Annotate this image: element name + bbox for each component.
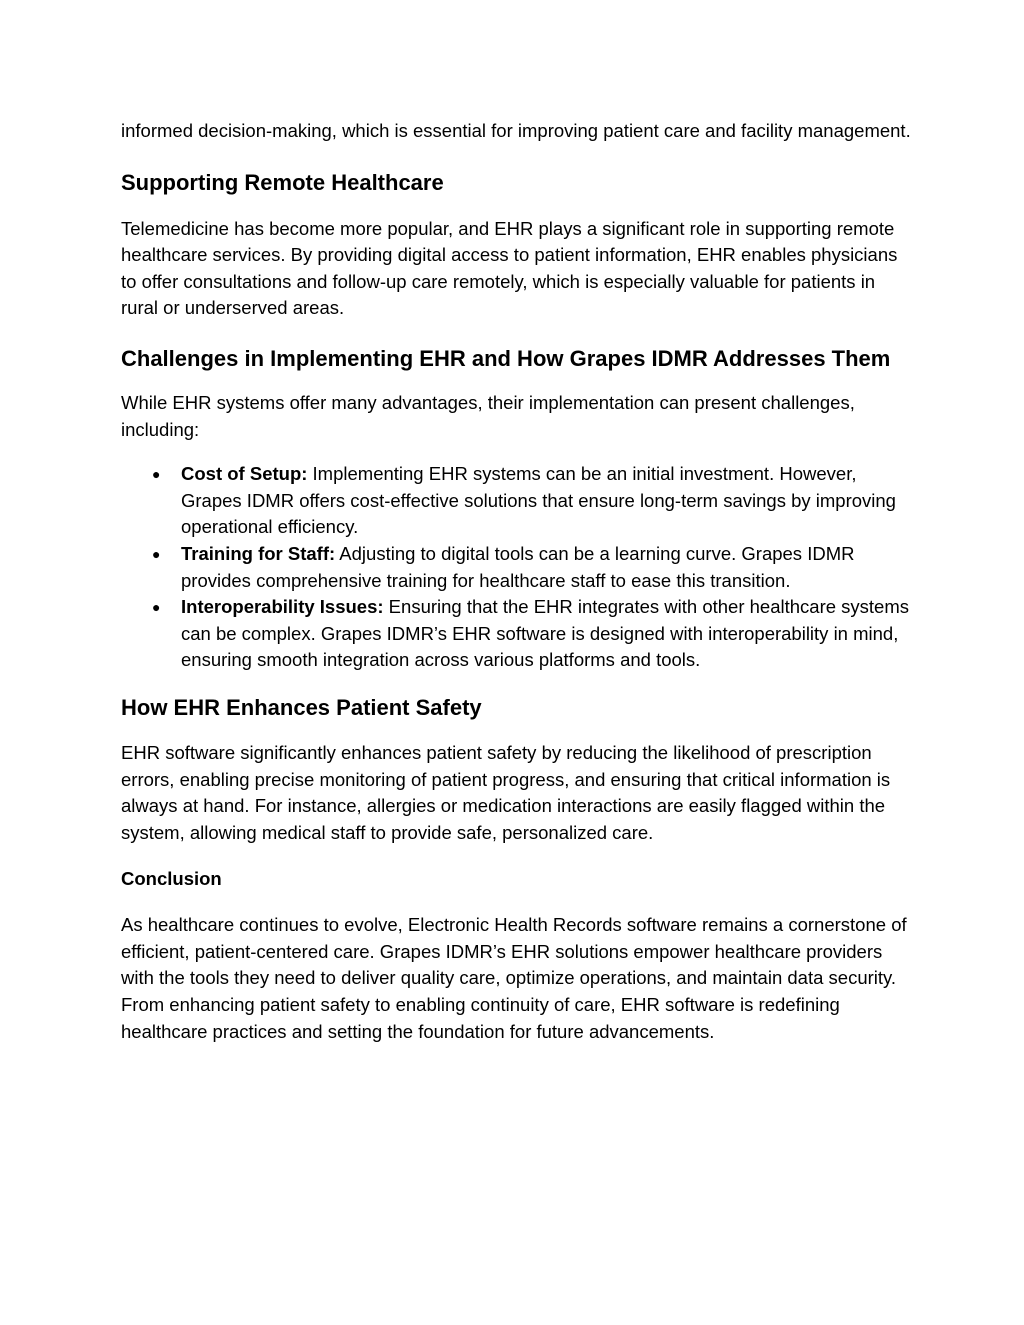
list-item [152, 594, 914, 674]
patient-safety-paragraph: EHR software significantly enhances patient safety by reducing the likelihood of prescription errors, enabling precise monitoring of patient progress, and ensuring that critical information is always at hand. For instance, allergies or medication interactions are easily flagged within the system, allowing medical staff to provide safe, personalized care. [121, 741, 891, 843]
list-item-text: Adjusting to digital tools can be a learning curve. Grapes IDMR provides comprehensive training for healthcare staff to ease this transition. [181, 542, 855, 591]
bullet-icon: ● [152, 466, 161, 483]
challenges-heading: Challenges in Implementing EHR and How Grapes IDMR Addresses Them [121, 345, 891, 371]
challenges-paragraph: While EHR systems offer many advantages, their implementation can present challenges, including: [121, 391, 855, 440]
list-item-term: Interoperability Issues: [181, 596, 384, 618]
intro-paragraph: informed decision-making, which is essential for improving patient care and facility management. [121, 120, 911, 141]
list-item [152, 541, 914, 594]
list-item-text: Ensuring that the EHR integrates with other healthcare systems can be complex. Grapes IDMR’s EHR software is designed with interoperability in mind, ensuring smooth integration across various platforms and tools. [181, 596, 909, 671]
bullet-icon: ● [152, 545, 161, 562]
remote-healthcare-paragraph: Telemedicine has become more popular, and EHR plays a significant role in supporting remote healthcare services. By providing digital access to patient information, EHR enables physicians to offer consultations and follow-up care remotely, which is especially valuable for patients in rural or underserved areas. [121, 217, 898, 319]
list-item [152, 461, 914, 541]
patient-safety-heading: How EHR Enhances Patient Safety [121, 694, 482, 720]
conclusion-paragraph: As healthcare continues to evolve, Electronic Health Records software remains a cornerstone of efficient, patient-centered care. Grapes IDMR’s EHR solutions empower healthcare providers with the tools they need to deliver quality care, optimize operations, and maintain data security. From enhancing patient safety to enabling continuity of care, EHR software is redefining healthcare practices and setting the foundation for future advancements. [121, 914, 907, 1042]
remote-healthcare-heading: Supporting Remote Healthcare [121, 169, 444, 195]
bullet-icon: ● [152, 599, 161, 616]
conclusion-heading: Conclusion [121, 868, 222, 890]
list-item-text: Implementing EHR systems can be an initial investment. However, Grapes IDMR offers cost-effective solutions that ensure long-term savings by improving operational efficiency. [181, 463, 896, 538]
list-item-term: Training for Staff: [181, 542, 336, 564]
list-item-term: Cost of Setup: [181, 463, 308, 485]
challenges-list [121, 461, 914, 674]
